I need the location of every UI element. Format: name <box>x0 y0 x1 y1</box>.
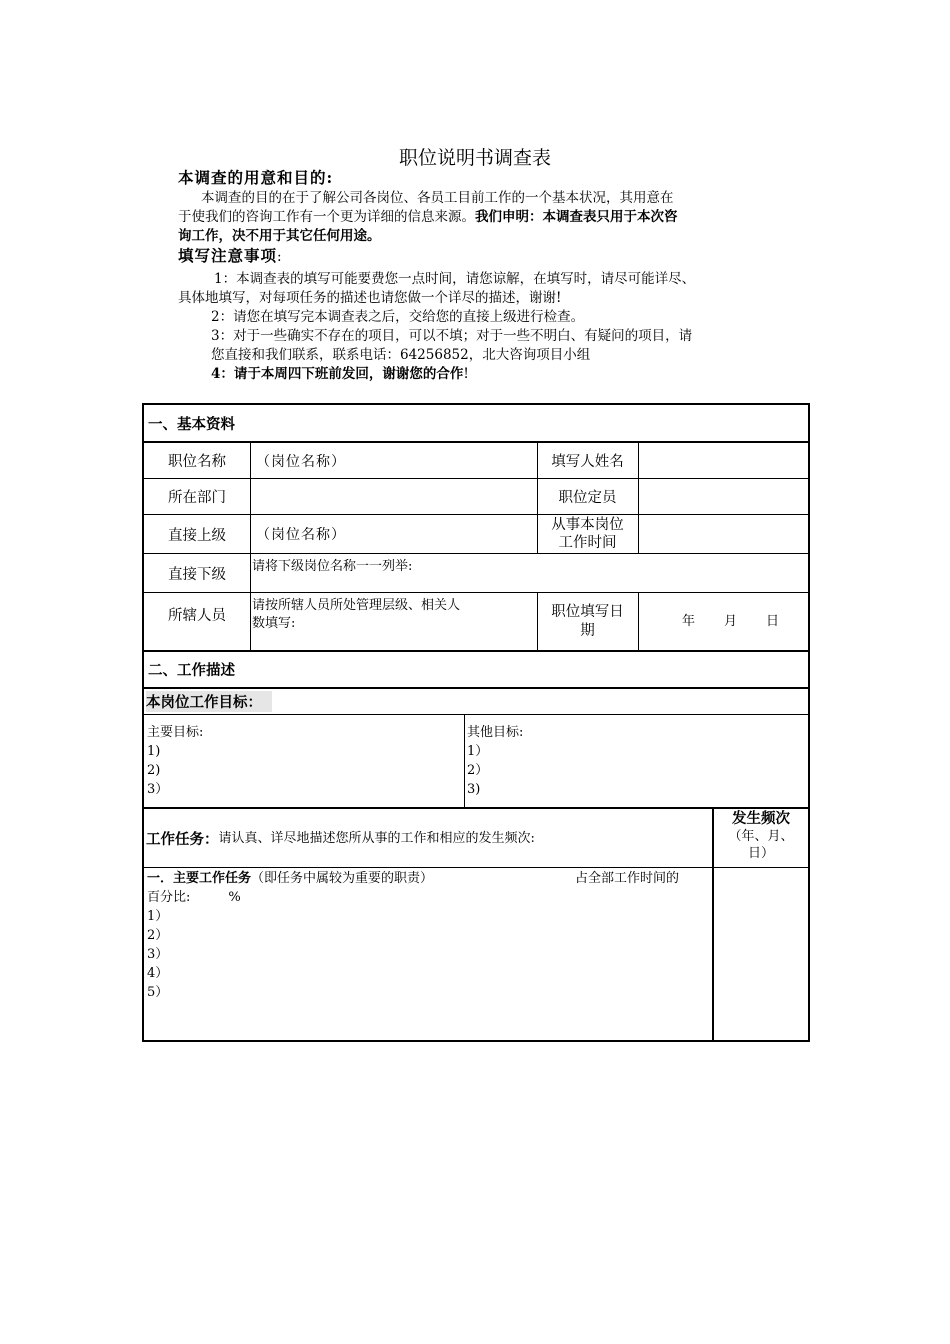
goals-heading-row <box>144 689 808 714</box>
subordinate-label: 直接下级 <box>168 566 226 583</box>
main-task-item: 3） <box>147 947 169 962</box>
filler-name-field[interactable] <box>638 443 808 478</box>
time-share-label-2: 百分比: <box>147 890 191 905</box>
staff-instruction-line-2: 数填写: <box>252 616 296 631</box>
date-day: 日 <box>766 614 780 629</box>
divider <box>537 442 538 554</box>
notes-colon: : <box>277 249 282 265</box>
fill-date-label-line-2: 期 <box>580 622 595 639</box>
position-name-field[interactable]: （岗位名称） <box>256 453 346 470</box>
other-goals-label: 其他目标: <box>467 725 524 740</box>
fill-date-field[interactable] <box>638 593 808 650</box>
main-task-item: 4） <box>147 966 169 981</box>
fill-date-label-line-1: 职位填写日 <box>551 603 624 620</box>
tenure-label-line-1: 从事本岗位 <box>551 517 624 533</box>
divider <box>464 715 465 807</box>
tenure-field[interactable] <box>638 515 808 553</box>
date-year: 年 <box>682 614 696 629</box>
time-share-label-1: 占全部工作时间的 <box>575 871 680 886</box>
main-tasks-heading-row <box>147 869 709 888</box>
tasks-instruction: 请认真、详尽地描述您所从事的工作和相应的发生频次: <box>218 830 535 846</box>
note-4-tail: ! <box>463 366 469 382</box>
headcount-field[interactable] <box>638 479 808 514</box>
divider <box>144 714 808 715</box>
main-tasks-note: （即任务中属较为重要的职责） <box>251 871 434 886</box>
purpose-line-3: 询工作，决不用于其它任何用途。 <box>178 228 381 244</box>
divider <box>144 867 808 868</box>
time-share-percent: % <box>228 890 241 905</box>
note-4-bold: 4：请于本周四下班前发回，谢谢您的合作 <box>211 366 464 382</box>
main-goal-item: 1) <box>147 744 161 759</box>
notes-heading-row <box>178 246 818 267</box>
divider <box>638 442 639 554</box>
purpose-heading: 本调查的用意和目的: <box>178 168 334 187</box>
fill-date-label <box>537 593 638 650</box>
notes-list <box>178 270 828 384</box>
purpose-text <box>178 189 818 246</box>
page-title: 职位说明书调查表 <box>398 147 551 169</box>
note-1-line-1: 1：本调查表的填写可能要费您一点时间，请您谅解，在填写时，请尽可能详尽、 <box>214 271 696 287</box>
time-share-row <box>147 888 709 907</box>
frequency-heading: 发生频次 <box>732 811 790 827</box>
intro-section <box>178 168 818 187</box>
survey-form <box>142 403 810 1042</box>
note-1-line-2: 具体地填写，对每项任务的描述也请您做一个详尽的描述，谢谢! <box>178 290 562 306</box>
main-goals-label: 主要目标: <box>147 725 204 740</box>
main-tasks[interactable] <box>147 869 709 1002</box>
tasks-header <box>146 809 711 867</box>
frequency-sub-2: 日） <box>747 846 774 861</box>
purpose-line-2 <box>178 208 818 227</box>
purpose-line-1: 本调查的目的在于了解公司各岗位、各员工目前工作的一个基本状况，其用意在 <box>201 190 674 206</box>
main-task-item: 1） <box>147 909 169 924</box>
notes-heading: 填写注意事项 <box>178 246 278 265</box>
note-4 <box>178 365 828 384</box>
divider <box>638 593 639 650</box>
department-field[interactable] <box>250 479 537 514</box>
other-goal-item: 1） <box>467 744 489 759</box>
main-task-item: 5） <box>147 985 169 1000</box>
main-tasks-heading: 一．主要工作任务 <box>147 871 252 886</box>
tenure-label-line-2: 工作时间 <box>558 535 617 551</box>
frequency-header <box>714 810 808 867</box>
tenure-label <box>537 515 638 553</box>
staff-instruction-line-1: 请按所辖人员所处管理层级、相关人 <box>252 598 461 613</box>
divider <box>144 1040 808 1042</box>
department-label: 所在部门 <box>168 490 226 506</box>
section-job-description: 二、工作描述 <box>148 663 235 679</box>
position-name-label: 职位名称 <box>168 454 226 470</box>
headcount-label: 职位定员 <box>558 490 617 506</box>
staff-field[interactable] <box>252 597 537 650</box>
frequency-sub-1: （年、月、 <box>728 829 794 844</box>
superior-label: 直接上级 <box>168 527 226 544</box>
divider <box>250 442 251 650</box>
superior-field[interactable]: （岗位名称） <box>256 527 346 543</box>
main-goal-item: 2) <box>147 763 161 778</box>
tasks-heading: 工作任务： <box>146 831 219 848</box>
note-3-line-2: 您直接和我们联系，联系电话：64256852，北大咨询项目小组 <box>211 347 591 363</box>
note-2: 2：请您在填写完本调查表之后，交给您的直接上级进行检查。 <box>211 309 585 325</box>
date-month: 月 <box>724 614 738 629</box>
other-goals[interactable] <box>467 723 797 799</box>
staff-label: 所辖人员 <box>168 608 226 624</box>
main-task-item: 2） <box>147 928 169 943</box>
note-3-line-1: 3：对于一些确实不存在的项目，可以不填；对于一些不明白、有疑问的项目，请 <box>211 328 693 344</box>
purpose-line-2a: 于使我们的咨询工作有一个更为详细的信息来源。 <box>178 209 475 225</box>
goals-heading: 本岗位工作目标： <box>146 691 272 712</box>
filler-name-label: 填写人姓名 <box>551 454 624 470</box>
section-basic-info: 一、基本资料 <box>148 416 235 433</box>
main-goals[interactable] <box>147 723 457 799</box>
main-tasks-frequency-field[interactable] <box>714 868 808 1042</box>
purpose-line-2b: 我们申明：本调查表只用于本次咨 <box>475 209 678 225</box>
other-goal-item: 3) <box>467 782 481 797</box>
subordinate-field[interactable]: 请将下级岗位名称一一列举: <box>252 559 413 574</box>
divider <box>537 593 538 650</box>
main-goal-item: 3） <box>147 782 169 797</box>
other-goal-item: 2） <box>467 763 489 778</box>
